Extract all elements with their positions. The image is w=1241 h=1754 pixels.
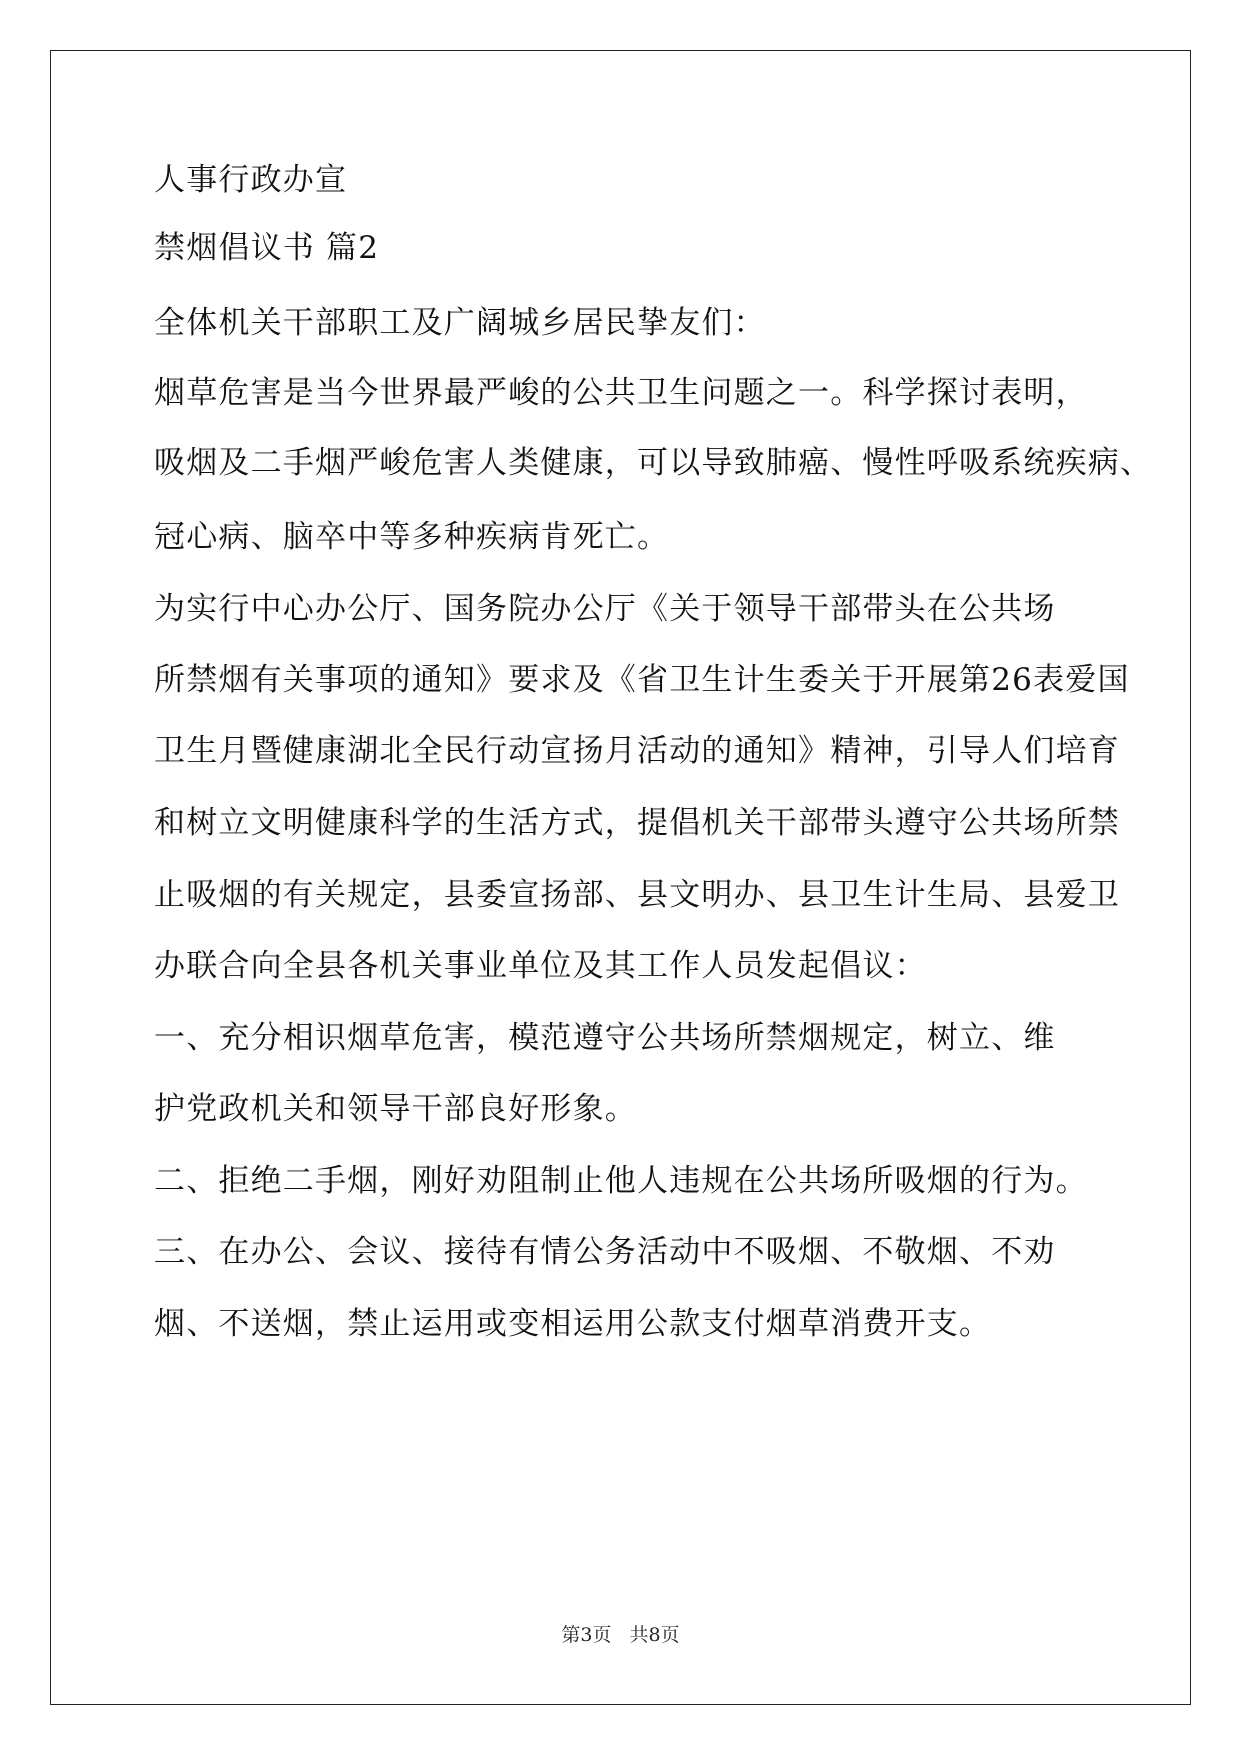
text-line: 人事行政办宣 bbox=[154, 162, 348, 198]
text-line: 冠心病、脑卒中等多种疾病肯死亡。 bbox=[154, 519, 670, 555]
text-line: 烟、不送烟，禁止运用或变相运用公款支付烟草消费开支。 bbox=[154, 1306, 992, 1342]
text-line: 烟草危害是当今世界最严峻的公共卫生问题之一。科学探讨表明， bbox=[154, 375, 1088, 411]
text-line: 和树立文明健康科学的生活方式，提倡机关干部带头遵守公共场所禁 bbox=[154, 805, 1120, 841]
salutation: 全体机关干部职工及广阔城乡居民挚友们： bbox=[154, 305, 766, 341]
text-line: 所禁烟有关事项的通知》要求及《省卫生计生委关于开展第26表爱国 bbox=[154, 662, 1130, 698]
page-total: 共8页 bbox=[629, 1624, 680, 1646]
text-line: 吸烟及二手烟严峻危害人类健康，可以导致肺癌、慢性呼吸系统疾病、 bbox=[154, 445, 1153, 481]
page-number: 第3页 bbox=[561, 1624, 612, 1646]
text-line: 止吸烟的有关规定，县委宣扬部、县文明办、县卫生计生局、县爱卫 bbox=[154, 877, 1120, 913]
section-title: 禁烟倡议书 篇2 bbox=[154, 230, 380, 266]
text-line: 为实行中心办公厅、国务院办公厅《关于领导干部带头在公共场 bbox=[154, 591, 1056, 627]
text-line: 二、拒绝二手烟，刚好劝阻制止他人违规在公共场所吸烟的行为。 bbox=[154, 1163, 1088, 1199]
text-line: 三、在办公、会议、接待有情公务活动中不吸烟、不敬烟、不劝 bbox=[154, 1234, 1056, 1270]
text-line: 一、充分相识烟草危害，模范遵守公共场所禁烟规定，树立、维 bbox=[154, 1020, 1056, 1056]
text-line: 办联合向全县各机关事业单位及其工作人员发起倡议： bbox=[154, 948, 927, 984]
page-footer bbox=[0, 1623, 1241, 1647]
text-line: 卫生月暨健康湖北全民行动宣扬月活动的通知》精神，引导人们培育 bbox=[154, 733, 1120, 769]
text-line: 护党政机关和领导干部良好形象。 bbox=[154, 1091, 637, 1127]
